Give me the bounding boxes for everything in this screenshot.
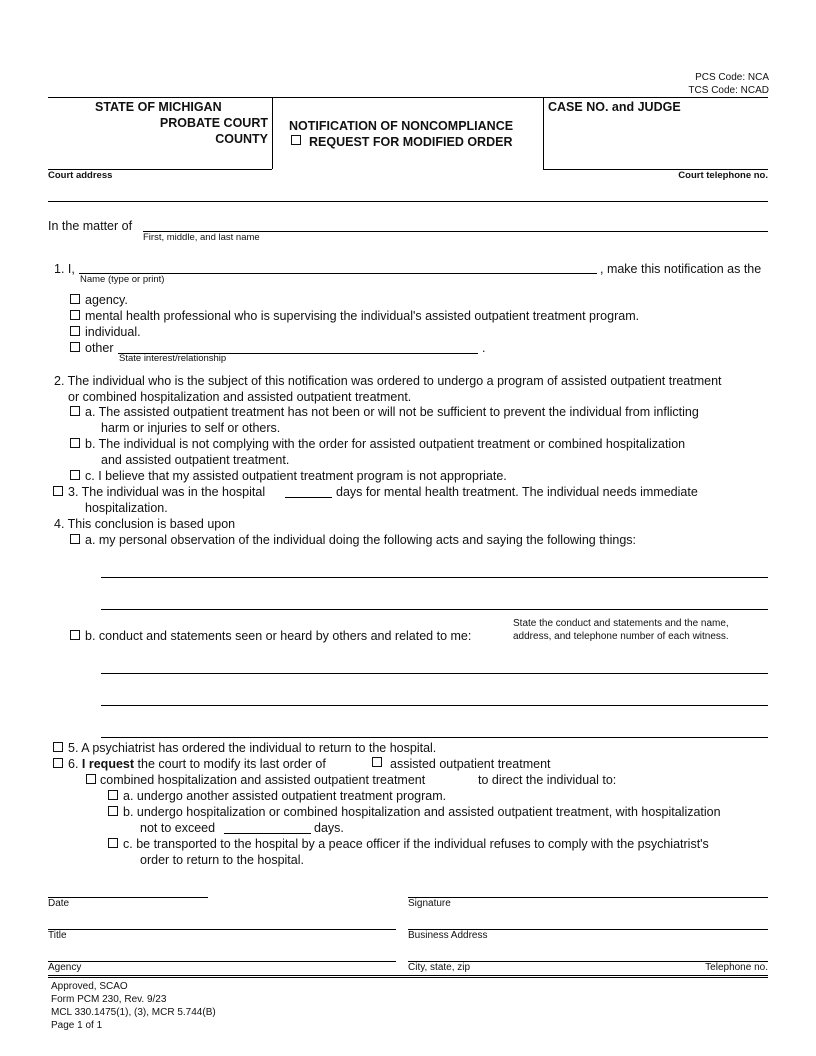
matter-caption: First, middle, and last name bbox=[143, 232, 260, 243]
witness-line-2[interactable] bbox=[101, 705, 768, 706]
observation-line-2[interactable] bbox=[101, 609, 768, 610]
county-label: COUNTY bbox=[215, 132, 268, 146]
max-days-field[interactable] bbox=[224, 833, 311, 834]
hospital-days-field[interactable] bbox=[285, 497, 332, 498]
witness-line-1[interactable] bbox=[101, 673, 768, 674]
pcs-code: PCS Code: NCA bbox=[695, 72, 769, 83]
footer-page: Page 1 of 1 bbox=[51, 1020, 103, 1031]
footer-form-number: Form PCM 230, Rev. 9/23 bbox=[51, 994, 167, 1005]
header-top-rule bbox=[48, 97, 768, 98]
court-address-rule bbox=[48, 201, 768, 202]
item6-line1 bbox=[68, 757, 326, 771]
notifier-name-caption: Name (type or print) bbox=[80, 274, 165, 285]
court-telephone-label: Court telephone no. bbox=[678, 170, 768, 181]
item2a-line1: a. The assisted outpatient treatment has not been or will not be sufficient to prevent the individual from inflicting bbox=[85, 405, 699, 419]
item2c-line1: c. I believe that my assisted outpatient treatment program is not appropriate. bbox=[85, 469, 507, 483]
item6-request: I request bbox=[81, 757, 135, 771]
item6b-line2b: days. bbox=[314, 821, 344, 835]
combined-order-label: combined hospitalization and assisted outpatient treatment bbox=[100, 773, 426, 787]
item1-suffix: , make this notification as the bbox=[600, 262, 762, 276]
case-no-label: CASE NO. and JUDGE bbox=[548, 100, 681, 114]
header-divider-2 bbox=[543, 97, 544, 169]
item4-line1: 4. This conclusion is based upon bbox=[54, 517, 236, 531]
item6c-line1: c. be transported to the hospital by a peace officer if the individual refuses to comply with the psychiatrist's bbox=[123, 837, 709, 851]
item6-number: 6. bbox=[68, 757, 79, 771]
combined-order-checkbox[interactable] bbox=[86, 774, 96, 784]
aot-order-label: assisted outpatient treatment bbox=[390, 757, 551, 771]
business-address-label: Business Address bbox=[408, 930, 488, 941]
date-label: Date bbox=[48, 898, 70, 909]
title-label: Title bbox=[48, 930, 67, 941]
footer-rule-2 bbox=[48, 977, 768, 978]
item4b-line1: b. conduct and statements seen or heard by others and related to me: bbox=[85, 629, 472, 643]
tcs-code: TCS Code: NCAD bbox=[688, 85, 769, 96]
court-address-label: Court address bbox=[48, 170, 113, 181]
telephone-label: Telephone no. bbox=[705, 962, 768, 973]
item4b-note2: address, and telephone number of each witness. bbox=[513, 631, 729, 642]
footer-statutes: MCL 330.1475(1), (3), MCR 5.744(B) bbox=[51, 1007, 216, 1018]
witness-line-3[interactable] bbox=[101, 737, 768, 738]
title-field[interactable] bbox=[48, 929, 396, 930]
signature-label: Signature bbox=[408, 898, 451, 909]
other-caption: State interest/relationship bbox=[119, 353, 227, 364]
item4b-checkbox[interactable] bbox=[70, 630, 80, 640]
item6-checkbox[interactable] bbox=[53, 758, 63, 768]
item6c-line2: order to return to the hospital. bbox=[140, 853, 304, 867]
item6b-line1: b. undergo hospitalization or combined hospitalization and assisted outpatient treatment, with hospitalization bbox=[123, 805, 721, 819]
item5-checkbox[interactable] bbox=[53, 742, 63, 752]
form-subtitle: REQUEST FOR MODIFIED ORDER bbox=[309, 135, 513, 149]
modified-order-checkbox[interactable] bbox=[291, 135, 301, 145]
item2c-checkbox[interactable] bbox=[70, 470, 80, 480]
item5-line1: 5. A psychiatrist has ordered the individual to return to the hospital. bbox=[68, 741, 437, 755]
item6-text: the court to modify its last order of bbox=[137, 757, 326, 771]
item2a-checkbox[interactable] bbox=[70, 406, 80, 416]
observation-line-1[interactable] bbox=[101, 577, 768, 578]
item6c-checkbox[interactable] bbox=[108, 838, 118, 848]
item2b-line1: b. The individual is not complying with the order for assisted outpatient treatment or combined hospitalization bbox=[85, 437, 686, 451]
item4a-checkbox[interactable] bbox=[70, 534, 80, 544]
date-field[interactable] bbox=[48, 897, 208, 898]
other-end: . bbox=[482, 341, 486, 355]
city-state-zip-label: City, state, zip bbox=[408, 962, 471, 973]
item2-line2: or combined hospitalization and assisted outpatient treatment. bbox=[68, 390, 412, 404]
footer-approved: Approved, SCAO bbox=[51, 981, 128, 992]
individual-checkbox[interactable] bbox=[70, 326, 80, 336]
item3-line1b: days for mental health treatment. The individual needs immediate bbox=[336, 485, 698, 499]
agency-checkbox[interactable] bbox=[70, 294, 80, 304]
item3-line1a: 3. The individual was in the hospital bbox=[68, 485, 266, 499]
footer-rule-1 bbox=[48, 975, 768, 976]
item4b-note1: State the conduct and statements and the name, bbox=[513, 618, 729, 629]
agency-field[interactable] bbox=[48, 961, 396, 962]
other-checkbox[interactable] bbox=[70, 342, 80, 352]
individual-label: individual. bbox=[85, 325, 141, 339]
header-divider-1 bbox=[272, 97, 273, 169]
state-label: STATE OF MICHIGAN bbox=[95, 100, 222, 114]
matter-label: In the matter of bbox=[48, 219, 133, 233]
item6a-checkbox[interactable] bbox=[108, 790, 118, 800]
item3-line2: hospitalization. bbox=[85, 501, 168, 515]
item2a-line2: harm or injuries to self or others. bbox=[101, 421, 281, 435]
agency-label: agency. bbox=[85, 293, 128, 307]
item6-direct: to direct the individual to: bbox=[478, 773, 617, 787]
item3-checkbox[interactable] bbox=[53, 486, 63, 496]
item2-line1: 2. The individual who is the subject of this notification was ordered to undergo a program of assisted outpatient treatment bbox=[54, 374, 722, 388]
aot-order-checkbox[interactable] bbox=[372, 757, 382, 767]
item6b-checkbox[interactable] bbox=[108, 806, 118, 816]
other-label: other bbox=[85, 341, 114, 355]
item6b-line2a: not to exceed bbox=[140, 821, 216, 835]
item4a-line1: a. my personal observation of the individual doing the following acts and saying the following things: bbox=[85, 533, 637, 547]
mhp-checkbox[interactable] bbox=[70, 310, 80, 320]
signature-field[interactable] bbox=[408, 897, 768, 898]
form-title: NOTIFICATION OF NONCOMPLIANCE bbox=[289, 119, 514, 133]
item2b-checkbox[interactable] bbox=[70, 438, 80, 448]
item2b-line2: and assisted outpatient treatment. bbox=[101, 453, 290, 467]
mhp-label: mental health professional who is supervising the individual's assisted outpatient treatment program. bbox=[85, 309, 640, 323]
item6a-line1: a. undergo another assisted outpatient treatment program. bbox=[123, 789, 447, 803]
item1-prefix: 1. I, bbox=[54, 262, 75, 276]
agency-field-label: Agency bbox=[48, 962, 82, 973]
court-label: PROBATE COURT bbox=[159, 116, 268, 130]
